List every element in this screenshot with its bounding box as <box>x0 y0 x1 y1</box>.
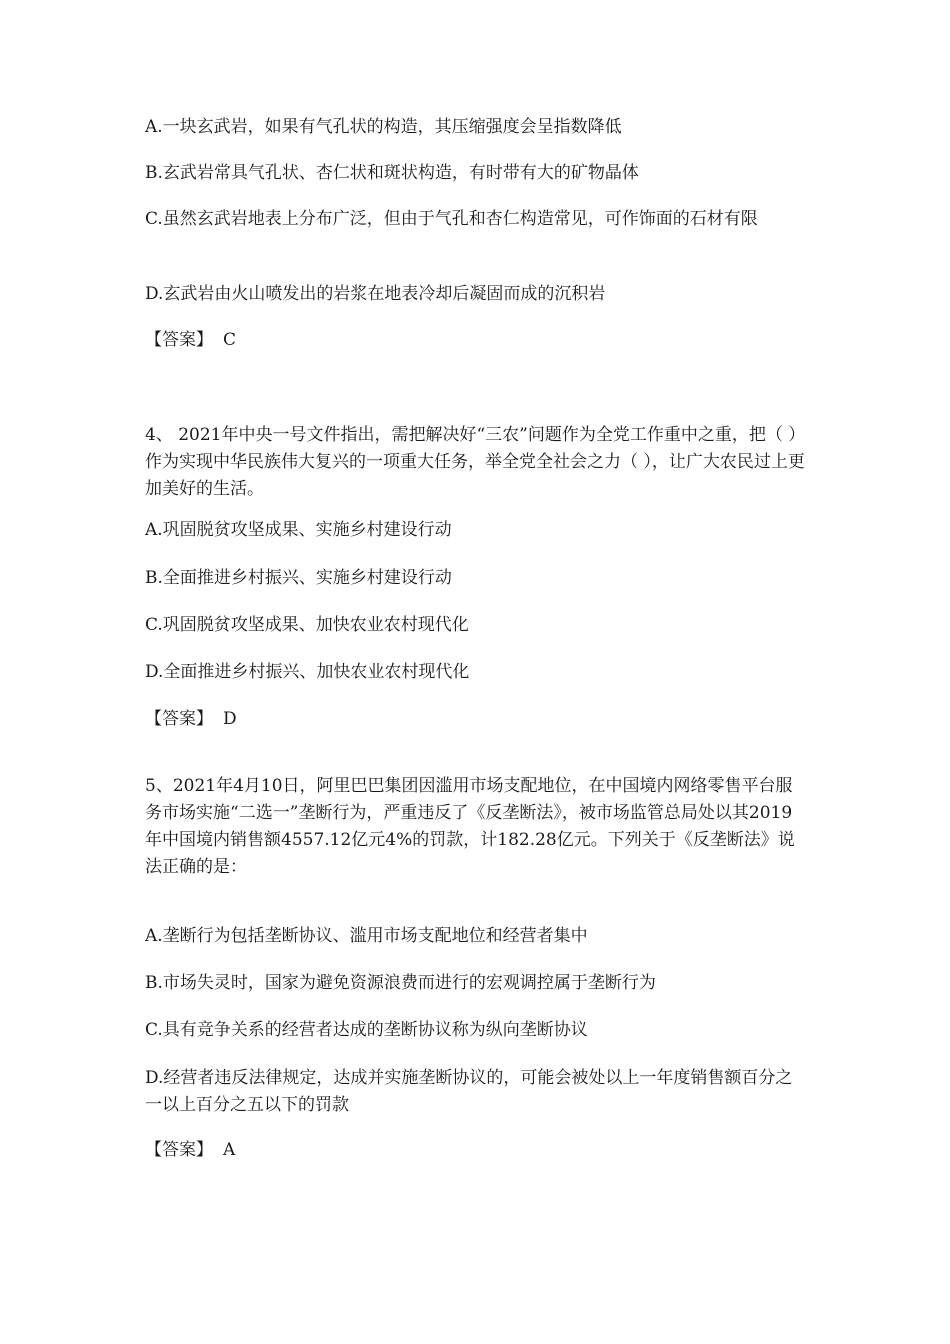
q4-answer-label: 【答案】 <box>145 709 213 729</box>
q3-option-b: B.玄武岩常具气孔状、杏仁状和斑状构造，有时带有大的矿物晶体 <box>145 163 639 183</box>
q4-option-c: C.巩固脱贫攻坚成果、加快农业农村现代化 <box>145 615 469 635</box>
q4-answer-value: D <box>223 709 237 729</box>
q5-option-b: B.市场失灵时，国家为避免资源浪费而进行的宏观调控属于垄断行为 <box>145 973 656 993</box>
q4-stem: 4、 2021年中央一号文件指出，需把解决好“三农”问题作为全党工作重中之重，把（ ）作为实现中华民族伟大复兴的一项重大任务，举全党全社会之力（ ），让广大农民过上更加美好的生活。 <box>145 425 805 499</box>
q4-option-d: D.全面推进乡村振兴、加快农业农村现代化 <box>145 662 470 682</box>
q5-option-c: C.具有竞争关系的经营者达成的垄断协议称为纵向垄断协议 <box>145 1020 588 1040</box>
q4-option-b: B.全面推进乡村振兴、实施乡村建设行动 <box>145 568 452 588</box>
q5-option-d: D.经营者违反法律规定，达成并实施垄断协议的，可能会被处以上一年度销售额百分之一以上百分之五以下的罚款 <box>145 1068 793 1115</box>
q4-answer <box>145 706 805 733</box>
q3-answer-value: C <box>223 330 237 350</box>
q5-answer <box>145 1137 805 1164</box>
q3-option-a: A.一块玄武岩，如果有气孔状的构造，其压缩强度会呈指数降低 <box>145 117 622 137</box>
q3-option-c: C.虽然玄武岩地表上分布广泛，但由于气孔和杏仁构造常见，可作饰面的石材有限 <box>145 209 758 229</box>
q5-stem: 5、2021年4月10日，阿里巴巴集团因滥用市场支配地位，在中国境内网络零售平台服务市场实施“二选一”垄断行为，严重违反了《反垄断法》，被市场监管总局处以其2019年中国境内销售额4557.12亿元4%的罚款，计182.28亿元。下列关于《反垄断法》说法正确的是： <box>145 776 795 877</box>
q5-answer-label: 【答案】 <box>145 1140 213 1160</box>
q4-option-a: A.巩固脱贫攻坚成果、实施乡村建设行动 <box>145 520 452 540</box>
q3-answer-label: 【答案】 <box>145 330 213 350</box>
q5-answer-value: A <box>223 1140 236 1160</box>
q5-option-a: A.垄断行为包括垄断协议、滥用市场支配地位和经营者集中 <box>145 926 588 946</box>
q3-option-d: D.玄武岩由火山喷发出的岩浆在地表冷却后凝固而成的沉积岩 <box>145 284 606 304</box>
q3-answer <box>145 327 805 354</box>
